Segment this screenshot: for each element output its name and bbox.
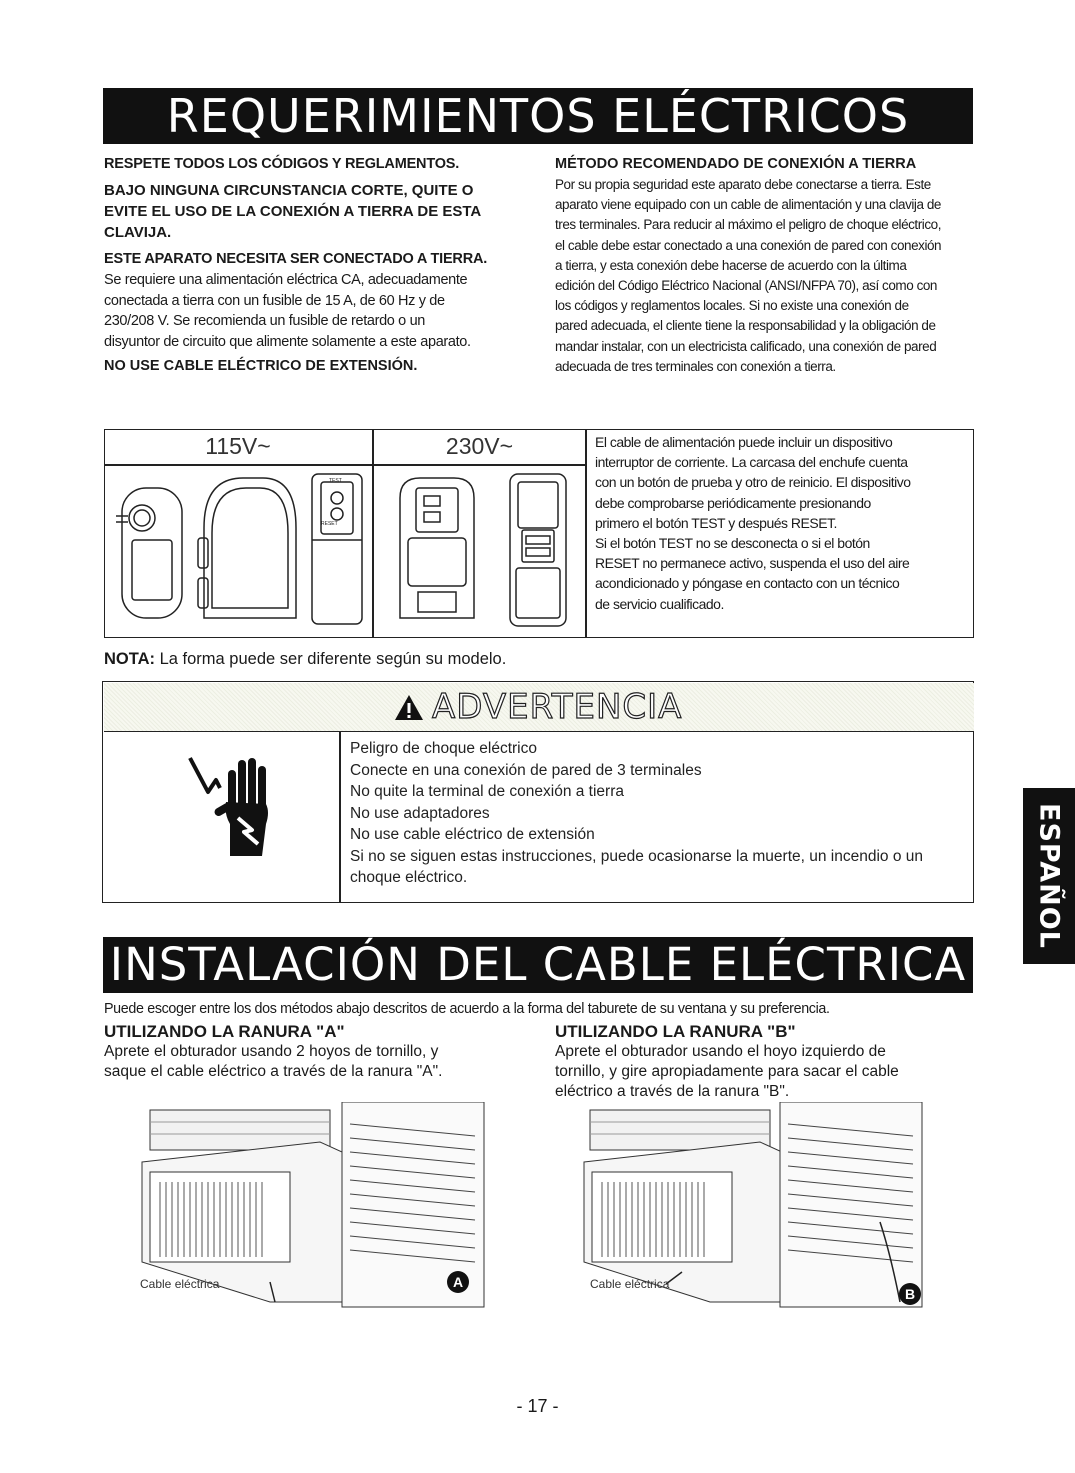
method-b bbox=[555, 1022, 975, 1102]
desc-line: El cable de alimentación puede incluir un dispositivo bbox=[595, 434, 893, 450]
method-b-line: eléctrico a través de la ranura "B". bbox=[555, 1083, 790, 1100]
body-line: pared adecuada, el cliente tiene la responsabilidad y la obligación de bbox=[555, 318, 936, 334]
warning-line: Conecte en una conexión de pared de 3 terminales bbox=[350, 761, 702, 779]
body-line: a tierra, y esta conexión debe hacerse de acuerdo con la última bbox=[555, 257, 907, 273]
body-line: Por su propia seguridad este aparato debe conectarse a tierra. Este bbox=[555, 177, 931, 192]
reset-label: RESET bbox=[321, 521, 338, 527]
heading-never-cut-ground bbox=[104, 180, 534, 243]
table-divider bbox=[585, 429, 587, 638]
plug-230v-illustration bbox=[378, 468, 583, 634]
desc-line: debe comprobarse periódicamente presionando bbox=[595, 494, 871, 511]
body-line: disyuntor de circuito que alimente solamente a este aparato. bbox=[104, 333, 471, 350]
table-header-divider bbox=[104, 464, 586, 466]
language-side-tab bbox=[1023, 788, 1075, 964]
heading-line: BAJO NINGUNA CIRCUNSTANCIA CORTE, QUITE O bbox=[104, 182, 474, 199]
install-intro: Puede escoger entre los dos métodos abajo descritos de acuerdo a la forma del taburete de su ventana y su preferencia. bbox=[104, 1001, 830, 1017]
heading-line: CLAVIJA. bbox=[104, 224, 172, 241]
language-tab-label: ESPAÑOL bbox=[1033, 803, 1065, 949]
warning-title-text: ADVERTENCIA bbox=[432, 687, 683, 727]
method-a-line: Aprete el obturador usando 2 hoyos de tornillo, y bbox=[104, 1043, 439, 1060]
body-line: los códigos y reglamentos locales. Si no existe una conexión de bbox=[555, 298, 909, 314]
warning-instructions bbox=[350, 738, 960, 889]
body-line: el cable debe estar conectado a una conexión de pared con conexión bbox=[555, 237, 942, 253]
slot-a-illustration bbox=[130, 1102, 490, 1310]
remote-plug-icon bbox=[312, 474, 362, 624]
section-title-cable-installation: INSTALACIÓN DEL CABLE ELÉCTRICA bbox=[103, 937, 973, 993]
heading-must-be-grounded: ESTE APARATO NECESITA SER CONECTADO A TIERRA. bbox=[104, 251, 488, 267]
method-a bbox=[104, 1022, 524, 1082]
warning-title bbox=[103, 683, 973, 731]
method-a-title: UTILIZANDO LA RANURA "A" bbox=[104, 1022, 345, 1041]
warning-triangle-icon bbox=[394, 694, 424, 721]
note-label: NOTA: bbox=[104, 650, 156, 668]
slot-b-badge-letter: B bbox=[904, 1286, 916, 1302]
desc-line: RESET no permanece activo, suspenda el uso del aire bbox=[595, 555, 910, 572]
body-line: mandar instalar, con un electricista calificado, una conexión de pared bbox=[555, 338, 937, 354]
col-230v-header: 230V~ bbox=[445, 433, 514, 459]
desc-line: de servicio cualificado. bbox=[595, 595, 724, 612]
method-b-line: Aprete el obturador usando el hoyo izquierdo de bbox=[555, 1043, 886, 1060]
body-line: tres terminales. Para reducir al máximo el peligro de choque eléctrico, bbox=[555, 217, 941, 233]
warning-line: Peligro de choque eléctrico bbox=[350, 740, 537, 757]
slot-a-badge-letter: A bbox=[452, 1274, 464, 1290]
col-115v-header: 115V~ bbox=[205, 433, 271, 459]
warning-line: No use adaptadores bbox=[350, 804, 490, 822]
section-title-electrical-requirements: REQUERIMIENTOS ELÉCTRICOS bbox=[103, 88, 973, 144]
cable-label-b: Cable eléctrica bbox=[590, 1277, 670, 1291]
note-text: La forma puede ser diferente según su modelo. bbox=[155, 650, 507, 668]
heading-grounding-method: MÉTODO RECOMENDADO DE CONEXIÓN A TIERRA bbox=[555, 156, 917, 172]
body-line: 230/208 V. Se recomienda un fusible de retardo o un bbox=[104, 313, 425, 329]
body-line: aparato viene equipado con un cable de alimentación y una clavija de bbox=[555, 197, 941, 213]
electric-shock-hand-icon bbox=[186, 752, 286, 862]
method-a-line: saque el cable eléctrico a través de la ranura "A". bbox=[104, 1063, 443, 1080]
round-plug-icon bbox=[116, 488, 182, 618]
warning-line: choque eléctrico. bbox=[350, 869, 468, 886]
page-number: - 17 - bbox=[516, 1396, 559, 1416]
power-requirements-text bbox=[104, 270, 534, 352]
body-line: adecuada de tres terminales con conexión a tierra. bbox=[555, 358, 836, 374]
table-divider bbox=[372, 429, 374, 638]
plug-115v-illustration bbox=[108, 468, 370, 634]
desc-line: primero el botón TEST y después RESET. bbox=[595, 514, 837, 531]
slot-b-illustration bbox=[580, 1102, 940, 1310]
electrical-rules-column bbox=[104, 154, 534, 376]
grounding-method-column bbox=[555, 154, 975, 377]
heading-respect-codes: RESPETE TODOS LOS CÓDIGOS Y REGLAMENTOS. bbox=[104, 156, 460, 172]
desc-line: acondicionado y póngase en contacto con un técnico bbox=[595, 575, 900, 592]
heading-line: EVITE EL USO DE LA CONEXIÓN A TIERRA DE ESTA bbox=[104, 203, 482, 220]
body-line: edición del Código Eléctrico Nacional (ANSI/NFPA 70), así como con bbox=[555, 278, 937, 294]
desc-line: Si el botón TEST no se desconecta o si el botón bbox=[595, 535, 870, 552]
plug-230v-side-icon bbox=[510, 474, 566, 626]
desc-line: con un botón de prueba y otro de reinicio. El dispositivo bbox=[595, 474, 911, 491]
desc-line: interruptor de corriente. La carcasa del enchufe cuenta bbox=[595, 454, 908, 471]
plug-description bbox=[595, 432, 967, 614]
method-b-line: tornillo, y gire apropiadamente para sacar el cable bbox=[555, 1063, 899, 1080]
warning-line: No use cable eléctrico de extensión bbox=[350, 826, 595, 843]
body-line: Se requiere una alimentación eléctrica CA, adecuadamente bbox=[104, 272, 468, 288]
warning-line: Si no se siguen estas instrucciones, puede ocasionarse la muerte, un incendio o un bbox=[350, 847, 923, 865]
test-label: TEST bbox=[329, 478, 342, 484]
body-line: conectada a tierra con un fusible de 15 A, de 60 Hz y de bbox=[104, 292, 445, 309]
model-note bbox=[104, 650, 506, 669]
heading-no-extension-cord: NO USE CABLE ELÉCTRICO DE EXTENSIÓN. bbox=[104, 358, 418, 374]
gfci-plug-icon bbox=[198, 478, 296, 618]
plug-230v-front-icon bbox=[400, 478, 474, 618]
method-b-title: UTILIZANDO LA RANURA "B" bbox=[555, 1022, 796, 1041]
grounding-method-text bbox=[555, 175, 975, 377]
cable-label-a: Cable eléctrica bbox=[140, 1277, 220, 1291]
warning-divider bbox=[339, 731, 341, 902]
warning-line: No quite la terminal de conexión a tierra bbox=[350, 783, 624, 800]
